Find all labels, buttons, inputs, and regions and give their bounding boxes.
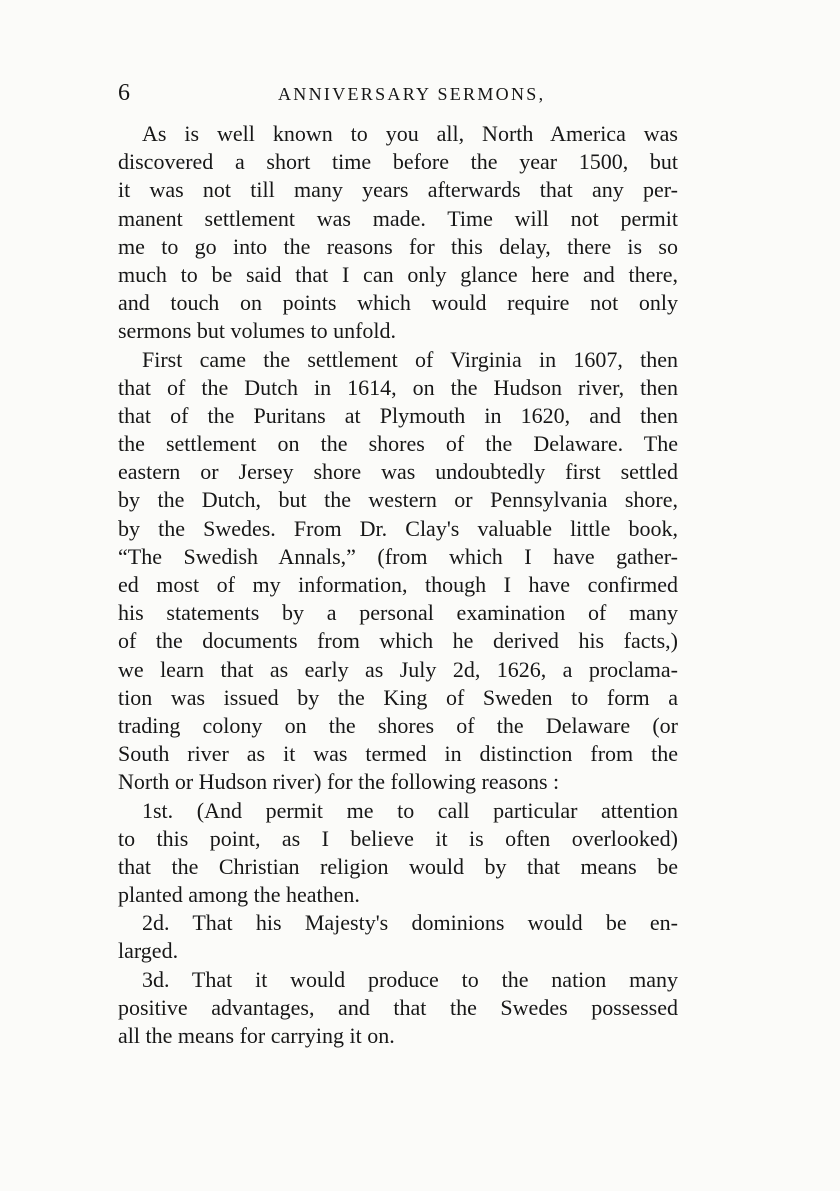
text-line: “The Swedish Annals,” (from which I have gather- (118, 543, 678, 569)
page-number: 6 (118, 80, 130, 106)
text-line: of the documents from which he derived his facts,) (118, 628, 678, 654)
text-line: planted among the heathen. (118, 882, 360, 908)
text-line: it was not till many years afterwards that any per- (118, 177, 678, 203)
text-line: me to go into the reasons for this delay, there is so (118, 233, 678, 259)
text-line: North or Hudson river) for the following reasons : (118, 769, 560, 795)
text-line: trading colony on the shores of the Delaware (or (118, 712, 678, 738)
text-line: that of the Puritans at Plymouth in 1620, and then (118, 402, 678, 428)
running-title: ANNIVERSARY SERMONS, (278, 84, 546, 104)
text-line: 3d. That it would produce to the nation many (142, 966, 678, 992)
text-line: manent settlement was made. Time will not permit (118, 205, 678, 231)
text-line: ed most of my information, though I have confirmed (118, 572, 678, 597)
text-line: First came the settlement of Virginia in 1607, then (142, 346, 678, 372)
text-line: 2d. That his Majesty's dominions would be en- (142, 910, 678, 936)
text-line: larged. (118, 938, 179, 964)
text-line: by the Swedes. From Dr. Clay's valuable little book, (118, 515, 678, 541)
text-line: and touch on points which would require not only (118, 290, 678, 316)
text-line: the settlement on the shores of the Delaware. The (118, 431, 678, 457)
page-header (118, 78, 678, 108)
text-line: tion was issued by the King of Sweden to form a (118, 684, 678, 710)
text-line: all the means for carrying it on. (118, 1023, 395, 1048)
text-line: discovered a short time before the year 1500, but (118, 149, 678, 175)
text-line: sermons but volumes to unfold. (118, 318, 397, 344)
text-line: much to be said that I can only glance here and there, (118, 261, 678, 287)
text-line: eastern or Jersey shore was undoubtedly first settled (118, 459, 678, 485)
text-line: 1st. (And permit me to call particular attention (142, 797, 678, 823)
text-line: that of the Dutch in 1614, on the Hudson river, then (118, 374, 678, 400)
text-line: to this point, as I believe it is often overlooked) (118, 825, 678, 851)
text-line: we learn that as early as July 2d, 1626, a proclama- (118, 656, 678, 682)
text-line: positive advantages, and that the Swedes possessed (118, 994, 678, 1020)
text-line: As is well known to you all, North America was (142, 121, 678, 146)
text-line: his statements by a personal examination of many (118, 600, 678, 626)
text-line: by the Dutch, but the western or Pennsylvania shore, (118, 487, 678, 513)
text-line: that the Christian religion would by that means be (118, 853, 678, 879)
text-line: South river as it was termed in distinction from the (118, 741, 678, 767)
body-text (118, 120, 678, 1050)
